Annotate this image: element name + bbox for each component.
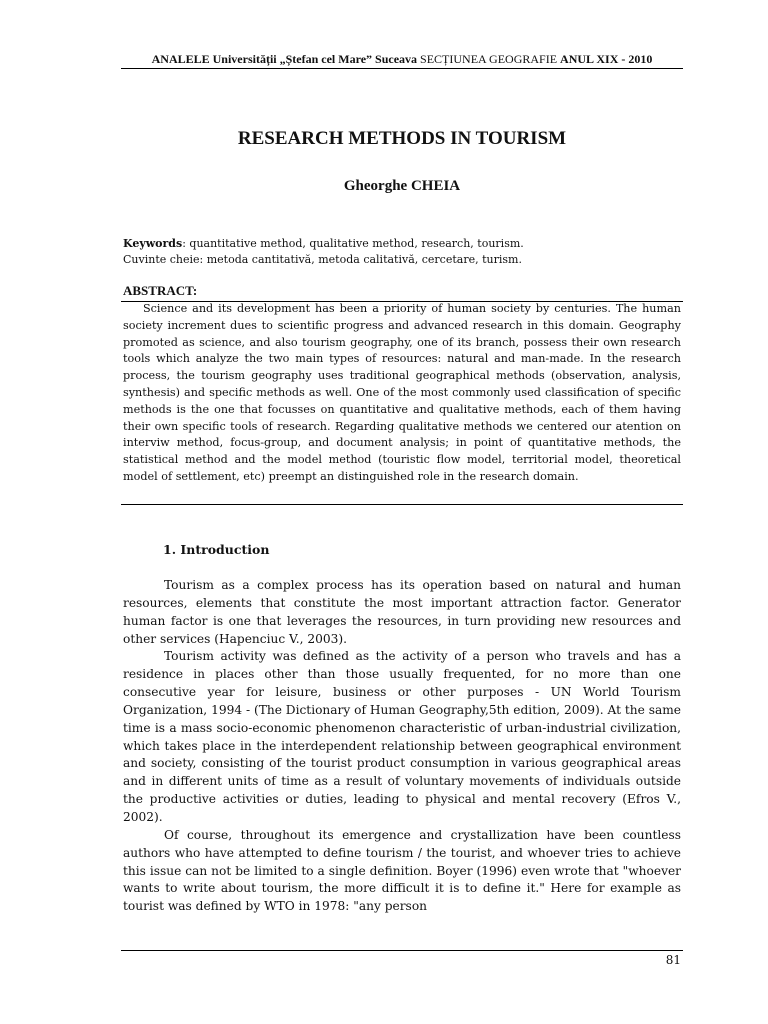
paragraph: Tourism as a complex process has its operation based on natural and human resources, elements that constitute the most important attraction factor. Generator human factor is one that leverages the resources, in turn providing new resources and other services (Hapenciuc V., 2003). [123,578,681,646]
page-number: 81 [665,953,681,967]
journal-section: SECȚIUNEA GEOGRAFIE [417,52,561,66]
abstract-bottom-rule [121,504,683,505]
paragraph: Of course, throughout its emergence and crystallization have been countless authors who have attempted to define tourism / the tourist, and whoever tries to achieve this issue can not be limited to a single definition. Boyer (1996) even wrote that "whoever wants to write about tourism, the more difficult it is to define it." Here for example as tourist was defined by WTO in 1978: "any person [123,827,681,914]
keywords-romanian: Cuvinte cheie: metoda cantitativă, metoda calitativă, cercetare, turism. [123,253,522,266]
paragraph: Tourism activity was defined as the activity of a person who travels and has a residence in places other than those usually frequented, for no more than one consecutive year for leisure, business or other purposes - UN World Tourism Organization, 1994 - (The Dictionary of Human Geography,5th edition, 2009). At the same time is a mass socio-economic phenomenon characteristic of urban-industrial civilization, which takes place in the interdependent relationship between geographical environment and society, consisting of the tourist product consumption in various geographical areas and in different units of time as a result of voluntary movements of individuals outside the productive activities or duties, leading to physical and mental recovery (Efros V., 2002). [123,649,681,824]
paper-title: RESEARCH METHODS IN TOURISM [237,128,567,149]
body-text [123,577,681,916]
keywords [123,236,683,252]
abstract-heading: ABSTRACT: [123,283,198,298]
running-head [121,52,683,67]
footer-rule [121,950,683,951]
keywords-text: : quantitative method, qualitative method, research, tourism. [182,237,524,250]
keywords-label: Keywords [123,237,183,250]
author-name: Gheorghe CHEIA [343,178,461,194]
abstract-text: Science and its development has been a priority of human society by centuries. The human society increment dues to scientific progress and advanced research in this domain. Geography promoted as science, and also tourism geography, one of its branch, possess their own research tools which analyze the two main types of resources: natural and man-made. In the research process, the tourism geography uses traditional geographical methods (observation, analysis, synthesis) and specific methods as well. One of the most commonly used classification of specific methods is the one that focusses on quantitative and qualitative methods, each of them having their own specific tools of research. Regarding qualitative methods we centered our atention on interviw method, focus-group, and document analysis; in point of quantitative methods, the statistical method and the model method (touristic flow model, territorial model, theoretical model of settlement, etc) preempt an distinguished role in the research domain. [123,302,681,483]
journal-year: ANUL XIX - 2010 [560,52,653,66]
section-heading: 1. Introduction [163,542,270,557]
journal-name: ANALELE Universității „Ștefan cel Mare” Suceava [151,52,418,66]
header-rule [121,68,683,69]
